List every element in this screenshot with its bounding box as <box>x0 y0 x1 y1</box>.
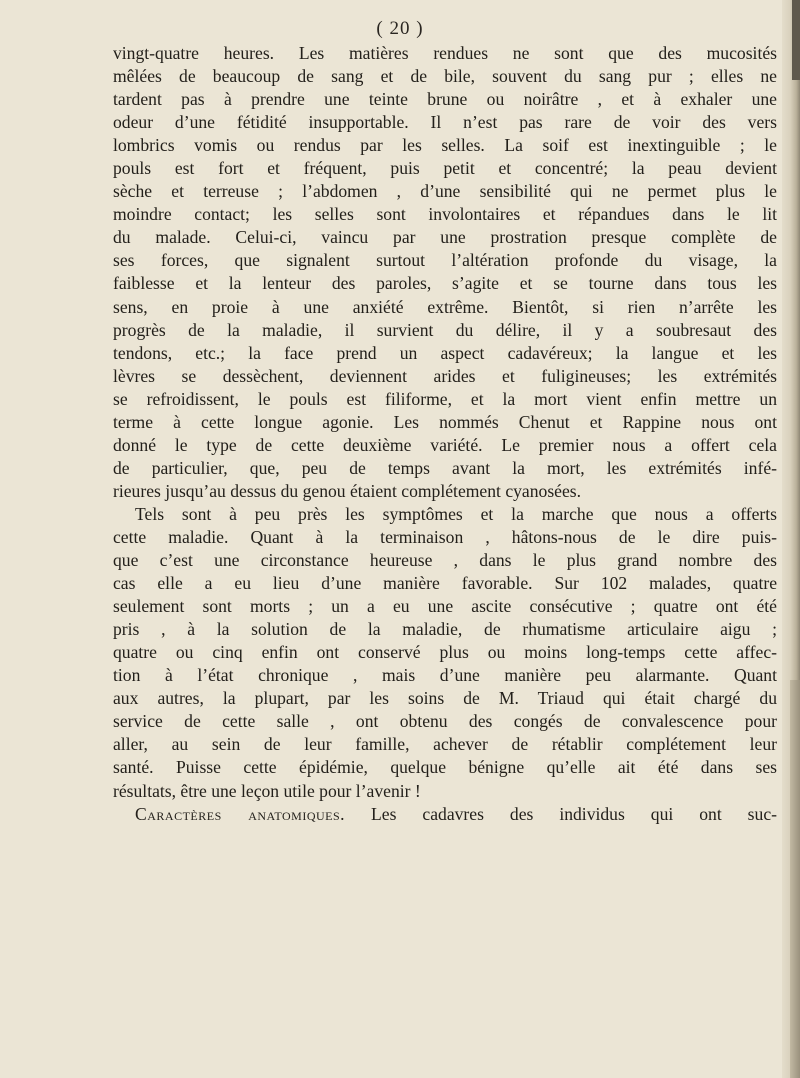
text-line: service de cette salle , ont obtenu des congés de convalescence pour <box>113 711 777 732</box>
text-line: cette maladie. Quant à la terminaison , hâtons-nous de le dire puis- <box>113 526 777 547</box>
text-line: que c’est une circonstance heureuse , dans le plus grand nombre des <box>113 550 777 571</box>
text-line: tardent pas à prendre une teinte brune ou noirâtre , et à exhaler une <box>113 89 777 110</box>
text-line: sens, en proie à une anxiété extrême. Bientôt, si rien n’arrête les <box>113 296 777 317</box>
text-line: se refroidissent, le pouls est filiforme, et la mort vient enfin mettre un <box>113 388 777 409</box>
text-line: odeur d’une fétidité insupportable. Il n’est pas rare de voir des vers <box>113 112 777 133</box>
text-line: santé. Puisse cette épidémie, quelque bénigne qu’elle ait été dans ses <box>113 757 777 778</box>
text-line: tendons, etc.; la face prend un aspect cadavéreux; la langue et les <box>113 342 777 363</box>
text-line: ses forces, que signalent surtout l’altération profonde du visage, la <box>113 250 777 271</box>
text-line: aux autres, la plupart, par les soins de M. Triaud qui était chargé du <box>113 688 777 709</box>
text-line: rieures jusqu’au dessus du genou étaient complétement cyanosées. <box>113 480 582 501</box>
text-line: pouls est fort et fréquent, puis petit et concentré; la peau devient <box>113 158 777 179</box>
text-line: pris , à la solution de la maladie, de rhumatisme articulaire aigu ; <box>113 619 777 640</box>
text-line: mêlées de beaucoup de sang et de bile, souvent du sang pur ; elles ne <box>113 66 777 87</box>
text-line-section <box>113 803 777 826</box>
text-line: sèche et terreuse ; l’abdomen , d’une sensibilité qui ne permet plus le <box>113 181 777 202</box>
text-line: de particulier, que, peu de temps avant la mort, les extrémités infé- <box>113 457 777 478</box>
text-line: du malade. Celui-ci, vaincu par une prostration presque complète de <box>113 227 777 248</box>
page-number: ( 20 ) <box>376 18 424 39</box>
text-line: faiblesse et la lenteur des paroles, s’agite et se tourne dans tous les <box>113 273 777 294</box>
text-line: cas elle a eu lieu d’une manière favorable. Sur 102 malades, quatre <box>113 573 777 594</box>
text-line: terme à cette longue agonie. Les nommés Chenut et Rappine nous ont <box>113 411 777 432</box>
text-line: donné le type de cette deuxième variété. Le premier nous a offert cela <box>113 434 777 455</box>
page-edge-dark-corner <box>792 0 800 80</box>
text-line: vingt-quatre heures. Les matières rendues ne sont que des mucosités <box>113 43 777 63</box>
text-line: quatre ou cinq enfin ont conservé plus ou moins long-temps cette affec- <box>113 642 777 663</box>
text-line: seulement sont morts ; un a eu une ascite consécutive ; quatre ont été <box>113 596 777 617</box>
text-line: aller, au sein de leur famille, achever de rétablir complétement leur <box>113 734 777 755</box>
text-line: lombrics vomis ou rendus par les selles. La soif est inextinguible ; le <box>113 135 777 156</box>
body-text <box>113 42 777 826</box>
text-line: progrès de la maladie, il survient du délire, il y a soubresaut des <box>113 319 777 340</box>
text-line: résultats, être une leçon utile pour l’avenir ! <box>113 780 421 801</box>
text-line: lèvres se dessèchent, deviennent arides et fuligineuses; les extrémités <box>113 365 777 386</box>
text-line: moindre contact; les selles sont involontaires et répandues dans le lit <box>113 204 777 225</box>
text-line: Tels sont à peu près les symptômes et la marche que nous a offerts <box>135 503 777 524</box>
page-edge-lower-shadow <box>790 680 800 1078</box>
text-line: tion à l’état chronique , mais d’une manière peu alarmante. Quant <box>113 665 777 686</box>
section-heading: Caractères anatomiques. <box>135 803 346 824</box>
section-text: Les cadavres des individus qui ont suc- <box>345 803 777 824</box>
